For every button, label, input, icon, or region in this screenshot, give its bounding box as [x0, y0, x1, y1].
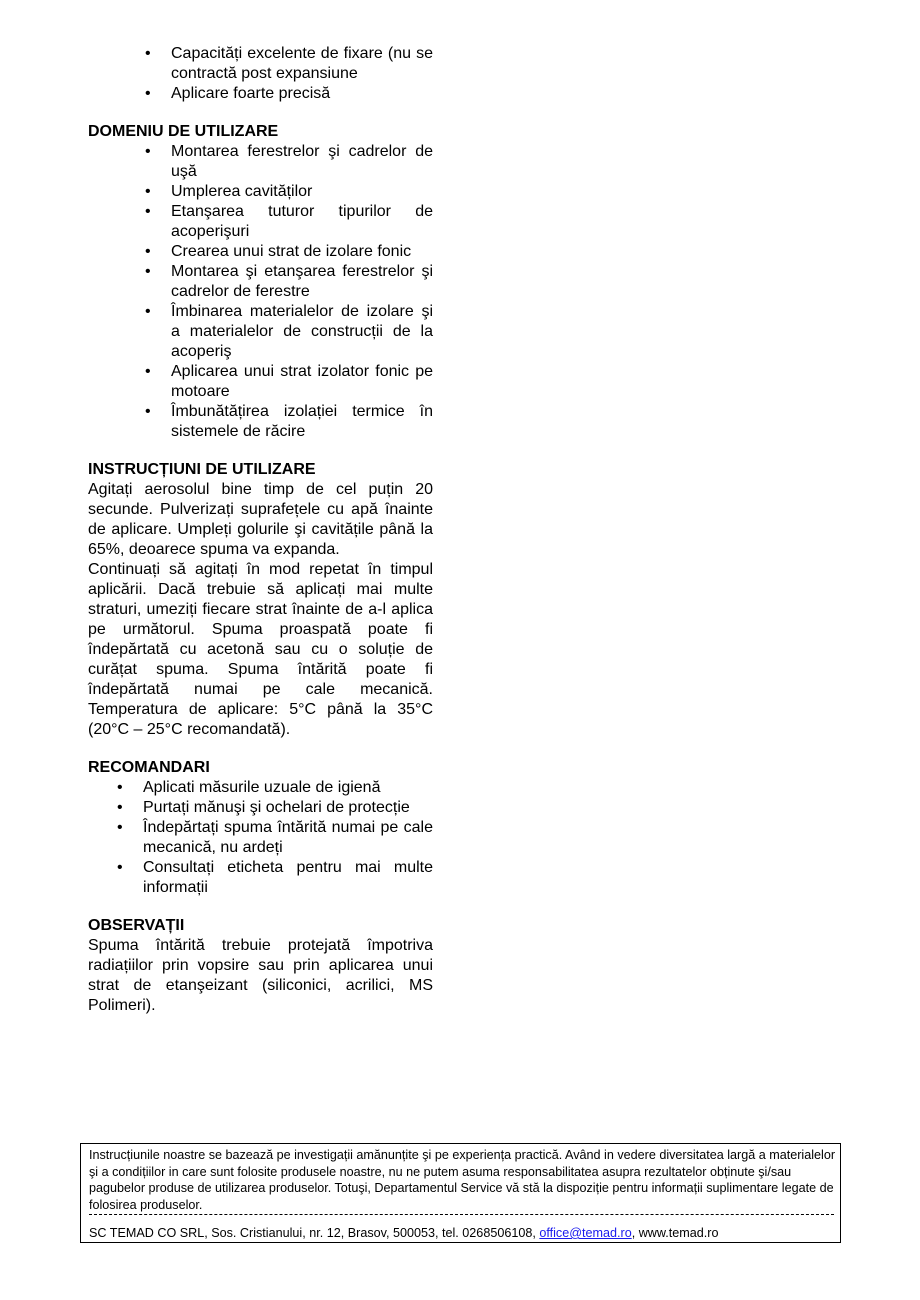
- email-link[interactable]: office@temad.ro: [539, 1226, 632, 1240]
- bullet-icon: •: [117, 819, 123, 836]
- footer-contact: SC TEMAD CO SRL, Sos. Cristianului, nr. 12, Brasov, 500053, tel. 0268506108, office@temad.ro, www.temad.ro: [89, 1226, 719, 1240]
- section-heading-domeniu: DOMENIU DE UTILIZARE: [88, 123, 279, 140]
- list-item: • Purtați mănuşi şi ochelari de protecție: [117, 799, 410, 816]
- footer-disclaimer: Instrucțiunile noastre se bazează pe investigații amănunțite şi pe experiența practică. Având in vedere diversitatea largă a materialelor şi a condițiilor in care sunt folosite produsele noastre, nu ne putem asuma responsabilitatea asupra rezultatelor obținute şi/sau pagubelor produse de utilizarea produselor. Totuşi, Departamentul Service vă stă la dispoziție pentru informații suplimentare legate de folosirea produselor.: [89, 1148, 836, 1212]
- section-heading-instructiuni: INSTRUCȚIUNI DE UTILIZARE: [88, 461, 316, 478]
- bullet-icon: •: [145, 183, 151, 200]
- features-list: [88, 44, 433, 104]
- list-item: • Aplicarea unui strat izolator fonic pe motoare: [145, 363, 433, 400]
- document-body: [88, 44, 433, 1016]
- list-item: • Montarea şi etanşarea ferestrelor şi cadrelor de ferestre: [145, 263, 433, 300]
- list-item: • Îmbunătățirea izolației termice în sistemele de răcire: [145, 403, 433, 440]
- bullet-icon: •: [145, 263, 151, 280]
- paragraph: Continuați să agitați în mod repetat în timpul aplicării. Dacă trebuie să aplicați mai multe straturi, umeziți fiecare strat înainte de a-l aplica pe următorul. Spuma proaspată poate fi îndepărtată cu acetonă sau cu o soluție de curățat spuma. Spuma întărită poate fi îndepărtată numai pe cale mecanică. Temperatura de aplicare: 5°C până la 35°C (20°C – 25°C recomandată).: [88, 561, 433, 738]
- paragraph: Spuma întărită trebuie protejată împotriva radiațiilor prin vopsire sau prin aplicarea unui strat de etanşeizant (siliconici, acrilici, MS Polimeri).: [88, 937, 433, 1014]
- bullet-icon: •: [117, 859, 123, 876]
- bullet-icon: •: [145, 143, 151, 160]
- list-item: • Crearea unui strat de izolare fonic: [145, 243, 412, 260]
- list-item: • Aplicati măsurile uzuale de igienă: [117, 779, 381, 796]
- section-heading-recomandari: RECOMANDARI: [88, 759, 210, 776]
- bullet-icon: •: [145, 303, 151, 320]
- domeniu-list: [88, 142, 433, 442]
- list-item: • Umplerea cavităților: [145, 183, 313, 200]
- list-item: • Aplicare foarte precisă: [145, 85, 331, 102]
- list-item: • Îndepărtați spuma întărită numai pe cale mecanică, nu ardeți: [117, 819, 433, 856]
- list-item: • Îmbinarea materialelor de izolare şi a materialelor de construcții de la acoperiş: [145, 303, 433, 360]
- list-item: • Capacități excelente de fixare (nu se contractă post expansiune: [145, 45, 433, 82]
- footer-divider: [89, 1214, 834, 1215]
- bullet-icon: •: [145, 85, 151, 102]
- list-item: • Montarea ferestrelor şi cadrelor de uşă: [145, 143, 433, 180]
- paragraph: Agitați aerosolul bine timp de cel puțin 20 secunde. Pulverizați suprafețele cu apă înainte de aplicare. Umpleți golurile şi cavitățile până la 65%, deoarece spuma va expanda.: [88, 481, 433, 558]
- bullet-icon: •: [117, 799, 123, 816]
- section-heading-observatii: OBSERVAȚII: [88, 917, 185, 934]
- bullet-icon: •: [145, 45, 151, 62]
- footer-box: [80, 1143, 841, 1243]
- list-item: • Etanşarea tuturor tipurilor de acoperişuri: [145, 203, 433, 240]
- bullet-icon: •: [145, 243, 151, 260]
- bullet-icon: •: [117, 779, 123, 796]
- bullet-icon: •: [145, 403, 151, 420]
- bullet-icon: •: [145, 203, 151, 220]
- recomandari-list: [88, 778, 433, 898]
- bullet-icon: •: [145, 363, 151, 380]
- list-item: • Consultați eticheta pentru mai multe informații: [117, 859, 433, 896]
